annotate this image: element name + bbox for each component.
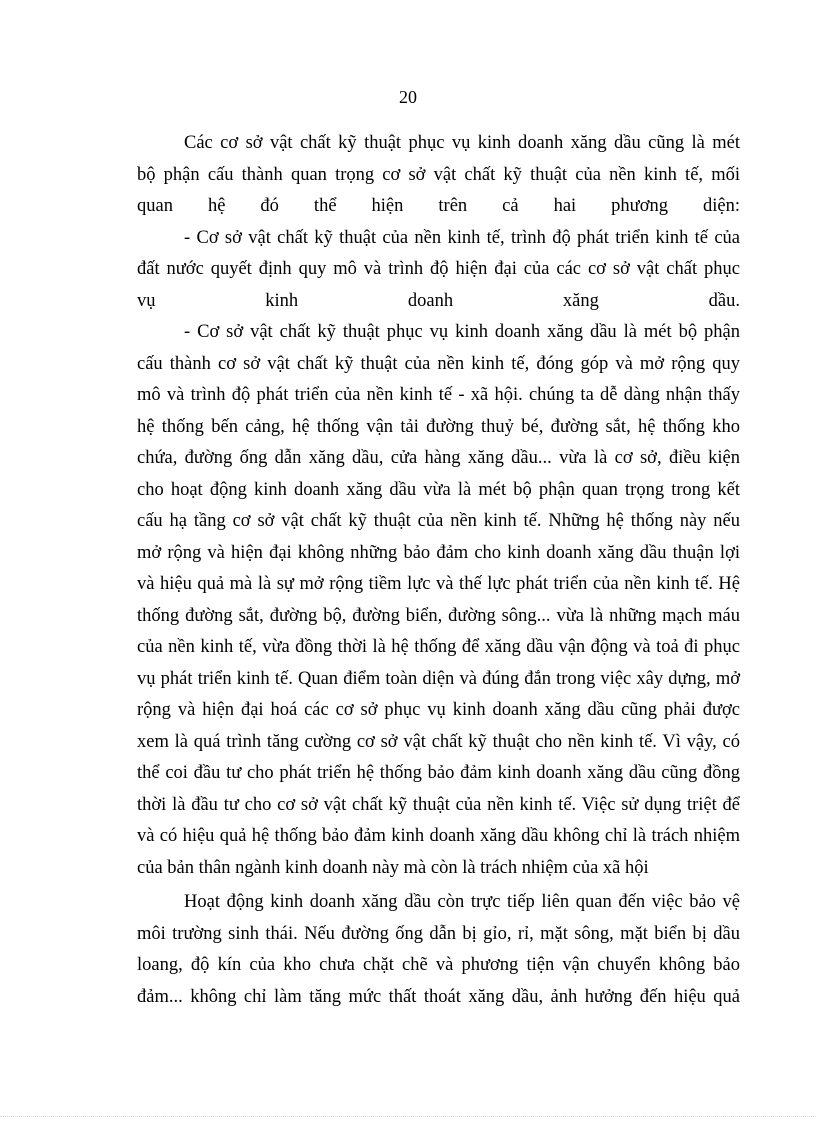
page-number: 20 bbox=[399, 87, 417, 107]
text-line: vụ kinh doanh xăng dầu. bbox=[137, 290, 740, 311]
text-line: của bản thân ngành kinh doanh này mà còn là trách nhiệm của xã hội bbox=[137, 857, 649, 878]
text-line: mô và trình độ phát triển của nền kinh tế - xã hội. chúng ta dễ dàng nhận thấy bbox=[137, 385, 740, 405]
text-line: bộ phận cấu thành quan trọng cơ sở vật chất kỹ thuật của nền kinh tế, mối bbox=[137, 164, 740, 185]
text-line: mở rộng và hiện đại không những bảo đảm cho kinh doanh xăng dầu thuận lợi bbox=[137, 542, 740, 563]
text-line: loang, độ kín của kho chưa chặt chẽ và phương tiện vận chuyển không bảo bbox=[137, 955, 740, 975]
text-line: cấu hạ tầng cơ sở vật chất kỹ thuật của nền kinh tế. Những hệ thống này nếu bbox=[137, 511, 740, 531]
text-line: rộng và hiện đại hoá các cơ sở phục vụ kinh doanh xăng dầu cũng phải được bbox=[137, 700, 740, 720]
text-line: chứa, đường ống dẫn xăng dầu, cửa hàng xăng dầu... vừa là cơ sở, điều kiện bbox=[137, 448, 740, 468]
body-text bbox=[137, 128, 740, 1013]
text-line: và có hiệu quả hệ thống bảo đảm kinh doanh xăng dầu không chỉ là trách nhiệm bbox=[137, 826, 740, 846]
text-line: thể coi đầu tư cho phát triển hệ thống bảo đảm kinh doanh xăng dầu cũng đồng bbox=[137, 763, 740, 783]
text-line: đảm... không chỉ làm tăng mức thất thoát xăng dầu, ảnh hưởng đến hiệu quả bbox=[137, 986, 740, 1007]
text-line: hệ thống bến cảng, hệ thống vận tải đường thuỷ bé, đường sắt, hệ thống kho bbox=[137, 416, 740, 437]
text-line: đất nước quyết định quy mô và trình độ hiện đại của các cơ sở vật chất phục bbox=[137, 259, 740, 279]
text-line: xem là quá trình tăng cường cơ sở vật chất kỹ thuật cho nền kinh tế. Vì vậy, có bbox=[137, 731, 740, 752]
text-line: môi trường sinh thái. Nếu đường ống dẫn bị gỉo, rỉ, mặt sông, mặt biển bị dầu bbox=[137, 923, 740, 944]
text-line: Hoạt động kinh doanh xăng dầu còn trực tiếp liên quan đến việc bảo vệ bbox=[184, 892, 740, 912]
page-bottom-rule bbox=[0, 1116, 816, 1117]
text-line: vụ phát triển kinh tế. Quan điểm toàn diện và đúng đắn trong việc xây dựng, mở bbox=[137, 668, 740, 689]
text-line: Các cơ sở vật chất kỹ thuật phục vụ kinh doanh xăng dầu cũng là mét bbox=[184, 133, 740, 153]
text-line: - Cơ sở vật chất kỹ thuật phục vụ kinh doanh xăng dầu là mét bộ phận bbox=[184, 322, 740, 342]
text-line: thời là đầu tư cho cơ sở vật chất kỹ thuật của nền kinh tế. Việc sử dụng triệt để bbox=[137, 794, 740, 815]
text-line: cho hoạt động kinh doanh xăng dầu vừa là mét bộ phận quan trọng trong kết bbox=[137, 479, 740, 500]
text-line: của nền kinh tế, vừa đồng thời là hệ thống để xăng dầu vận động và toả đi phục bbox=[137, 637, 740, 657]
text-line: - Cơ sở vật chất kỹ thuật của nền kinh tế, trình độ phát triển kinh tế của bbox=[184, 227, 740, 248]
text-line: quan hệ đó thể hiện trên cả hai phương diện: bbox=[137, 196, 740, 216]
text-line: thống đường sắt, đường bộ, đường biển, đường sông... vừa là những mạch máu bbox=[137, 605, 740, 626]
text-line: và hiệu quả mà là sự mở rộng tiềm lực và thế lực phát triển của nền kinh tế. Hệ bbox=[137, 574, 740, 594]
text-line: cấu thành cơ sở vật chất kỹ thuật của nền kinh tế, đóng góp và mở rộng quy bbox=[137, 353, 740, 374]
